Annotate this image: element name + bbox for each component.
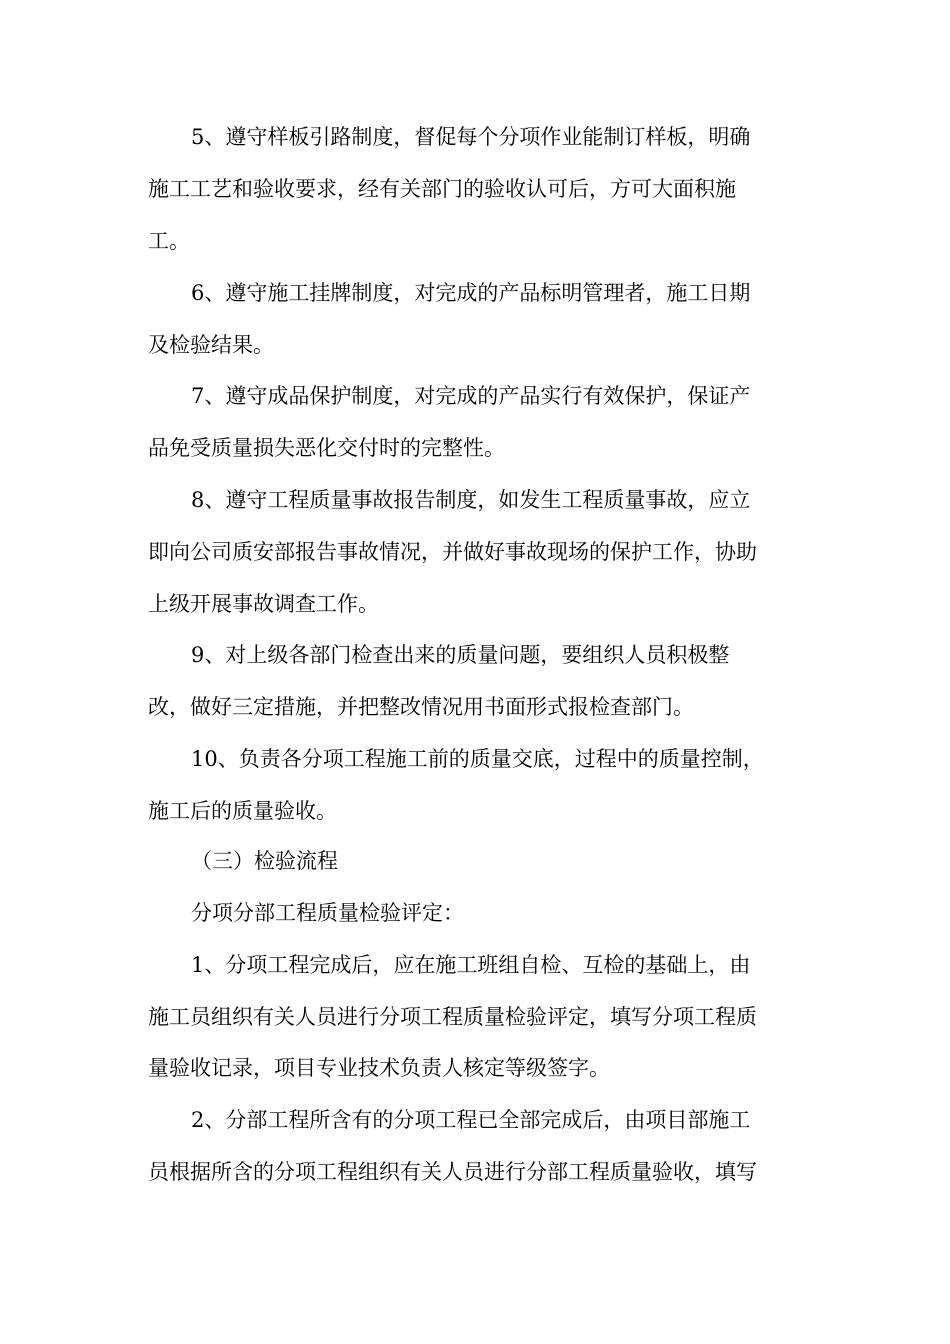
paragraph-9-line-1: 9、对上级各部门检查出来的质量问题，要组织人员积极整 <box>191 643 730 667</box>
item-1-line-3: 量验收记录，项目专业技术负责人核定等级签字。 <box>148 1056 610 1080</box>
paragraph-5-line-1: 5、遵守样板引路制度，督促每个分项作业能制订样板，明确 <box>191 125 751 149</box>
section-heading: （三）检验流程 <box>191 849 338 873</box>
subheading: 分项分部工程质量检验评定： <box>191 901 464 925</box>
paragraph-6-line-1: 6、遵守施工挂牌制度，对完成的产品标明管理者，施工日期 <box>191 281 751 305</box>
item-1-line-1: 1、分项工程完成后，应在施工班组自检、互检的基础上，由 <box>191 953 751 977</box>
paragraph-5-line-3: 工。 <box>148 229 190 253</box>
paragraph-10-line-2: 施工后的质量验收。 <box>148 799 337 823</box>
paragraph-8-line-2: 即向公司质安部报告事故情况，并做好事故现场的保护工作，协助 <box>148 540 757 564</box>
item-2-line-1: 2、分部工程所含有的分项工程已全部完成后，由项目部施工 <box>191 1108 751 1132</box>
paragraph-6-line-2: 及检验结果。 <box>148 333 274 357</box>
item-2-line-2: 员根据所含的分项工程组织有关人员进行分部工程质量验收，填写 <box>148 1160 757 1184</box>
paragraph-10-line-1: 10、负责各分项工程施工前的质量交底，过程中的质量控制， <box>191 747 764 771</box>
paragraph-8-line-3: 上级开展事故调查工作。 <box>148 592 379 616</box>
paragraph-9-line-2: 改，做好三定措施，并把整改情况用书面形式报检查部门。 <box>148 695 694 719</box>
paragraph-7-line-2: 品免受质量损失恶化交付时的完整性。 <box>148 436 505 460</box>
paragraph-7-line-1: 7、遵守成品保护制度，对完成的产品实行有效保护，保证产 <box>191 384 751 408</box>
paragraph-5-line-2: 施工工艺和验收要求，经有关部门的验收认可后，方可大面积施 <box>148 177 736 201</box>
paragraph-8-line-1: 8、遵守工程质量事故报告制度，如发生工程质量事故，应立 <box>191 488 751 512</box>
item-1-line-2: 施工员组织有关人员进行分项工程质量检验评定，填写分项工程质 <box>148 1005 757 1029</box>
